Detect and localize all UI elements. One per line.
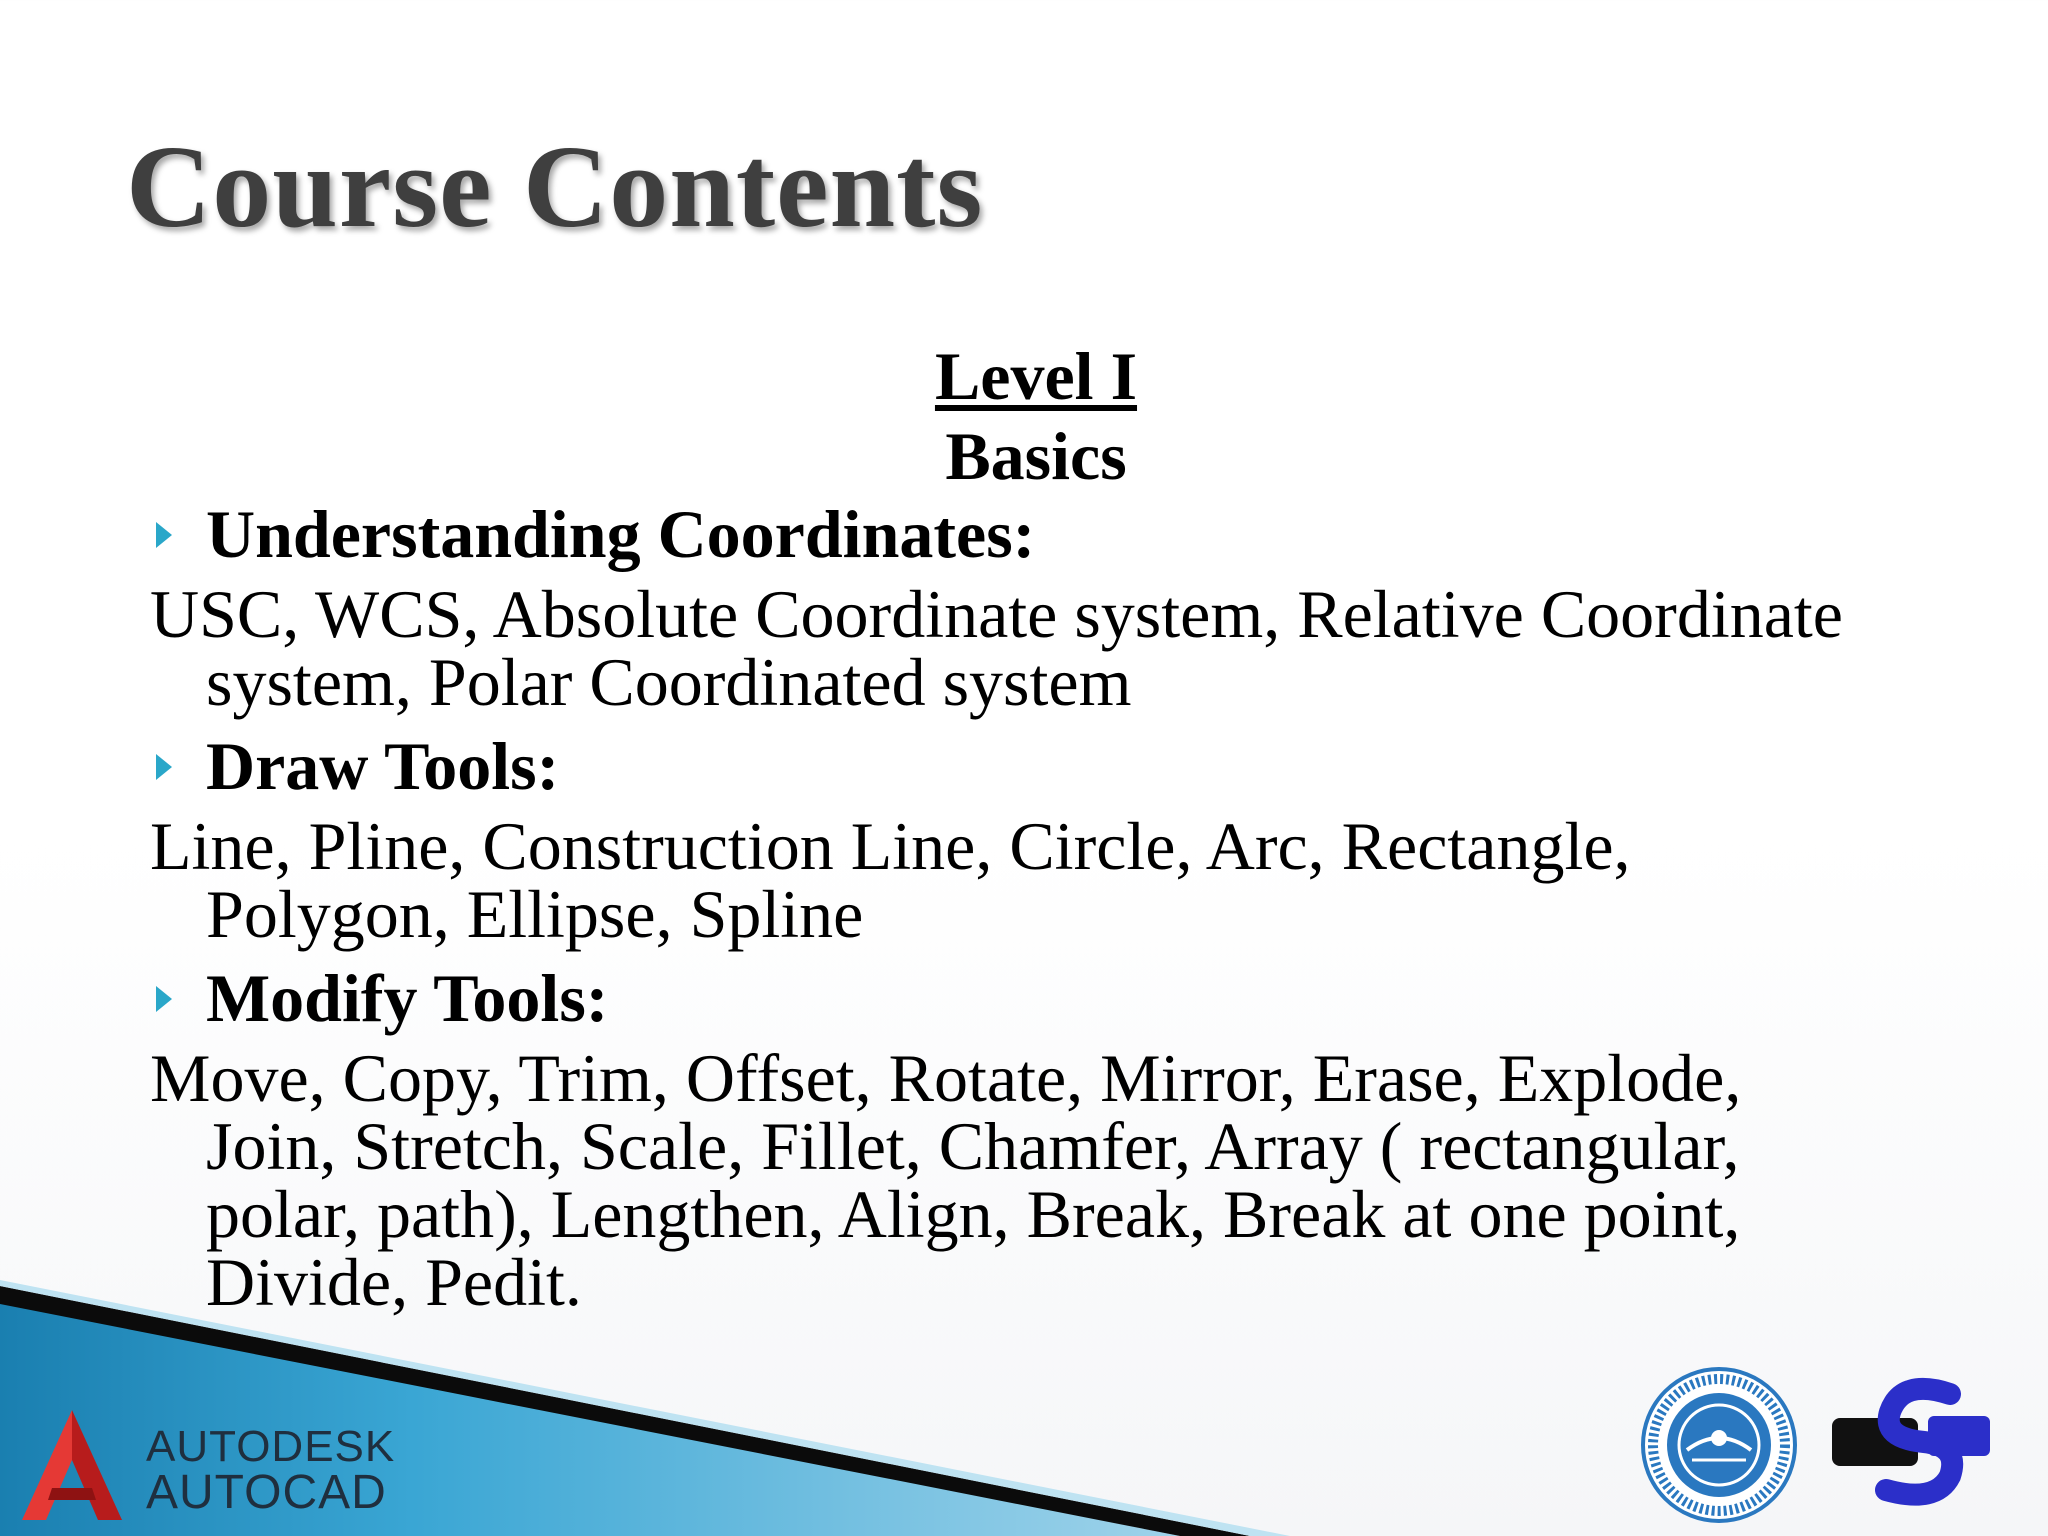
section-body-coordinates: USC, WCS, Absolute Coordinate system, Relative Coordinate system, Polar Coordinated system xyxy=(150,576,1843,720)
bullet-arrow-icon xyxy=(156,522,172,548)
course-contents-list xyxy=(150,494,1950,1326)
section-heading-coordinates: Understanding Coordinates: xyxy=(150,494,1950,574)
university-seal-icon xyxy=(1640,1366,1798,1524)
slide-title: Course Contents xyxy=(126,121,984,252)
section-heading-modify-tools: Modify Tools: xyxy=(150,958,1950,1038)
section-subtitle: Basics xyxy=(945,418,1127,494)
brand-autocad: AUTOCAD xyxy=(146,1466,387,1519)
s-logo-icon xyxy=(1832,1376,1992,1510)
brand-autodesk: AUTODESK xyxy=(146,1422,396,1471)
bullet-arrow-icon xyxy=(156,986,172,1012)
bullet-arrow-icon xyxy=(156,754,172,780)
level-heading: Level I xyxy=(934,338,1138,414)
section-heading-draw-tools: Draw Tools: xyxy=(150,726,1950,806)
section-body-modify-tools: Move, Copy, Trim, Offset, Rotate, Mirror, Erase, Explode, Join, Stretch, Scale, Fillet, Chamfer, Array ( rectangular, polar, path), Lengthen, Align, Break, Break at one point, Divide, Pedit. xyxy=(150,1040,1742,1320)
autocad-a-icon xyxy=(22,1410,122,1520)
section-body-draw-tools: Line, Pline, Construction Line, Circle, Arc, Rectangle, Polygon, Ellipse, Spline xyxy=(150,808,1631,952)
